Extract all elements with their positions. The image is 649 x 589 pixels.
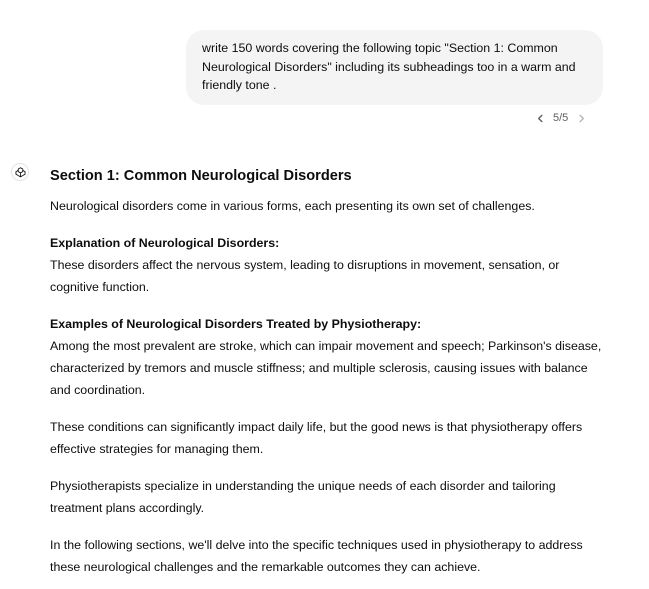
examples-section bbox=[50, 313, 610, 401]
examples-subheading: Examples of Neurological Disorders Treated by Physiotherapy: bbox=[50, 317, 422, 331]
impact-paragraph: These conditions can significantly impact daily life, but the good news is that physiotherapy offers effective strategies for managing them. bbox=[50, 420, 583, 456]
response-pager bbox=[534, 110, 587, 126]
chevron-left-icon[interactable] bbox=[534, 112, 546, 124]
explanation-subheading: Explanation of Neurological Disorders: bbox=[50, 236, 280, 250]
openai-logo-icon bbox=[11, 163, 29, 181]
explanation-section bbox=[50, 232, 610, 298]
user-message-bubble bbox=[186, 30, 603, 105]
explanation-text: These disorders affect the nervous system, leading to disruptions in movement, sensation, or cognitive function. bbox=[50, 258, 560, 294]
assistant-response bbox=[50, 165, 610, 589]
intro-paragraph: Neurological disorders come in various forms, each presenting its own set of challenges. bbox=[50, 199, 535, 213]
user-message-text: write 150 words covering the following topic "Section 1: Common Neurological Disorders" including its subheadings too in a warm and friendly tone . bbox=[202, 41, 576, 92]
closing-paragraph: In the following sections, we'll delve into the specific techniques used in physiotherapy to address these neurological challenges and the remarkable outcomes they can achieve. bbox=[50, 538, 583, 574]
specialize-paragraph: Physiotherapists specialize in understanding the unique needs of each disorder and tailoring treatment plans accordingly. bbox=[50, 479, 556, 515]
response-heading: Section 1: Common Neurological Disorders bbox=[50, 168, 352, 184]
examples-text: Among the most prevalent are stroke, which can impair movement and speech; Parkinson's disease, characterized by tremors and muscle stiffness; and multiple sclerosis, causing issues with balance and coordination. bbox=[50, 339, 602, 397]
pager-label: 5/5 bbox=[553, 112, 569, 124]
chevron-right-icon[interactable] bbox=[575, 112, 587, 124]
